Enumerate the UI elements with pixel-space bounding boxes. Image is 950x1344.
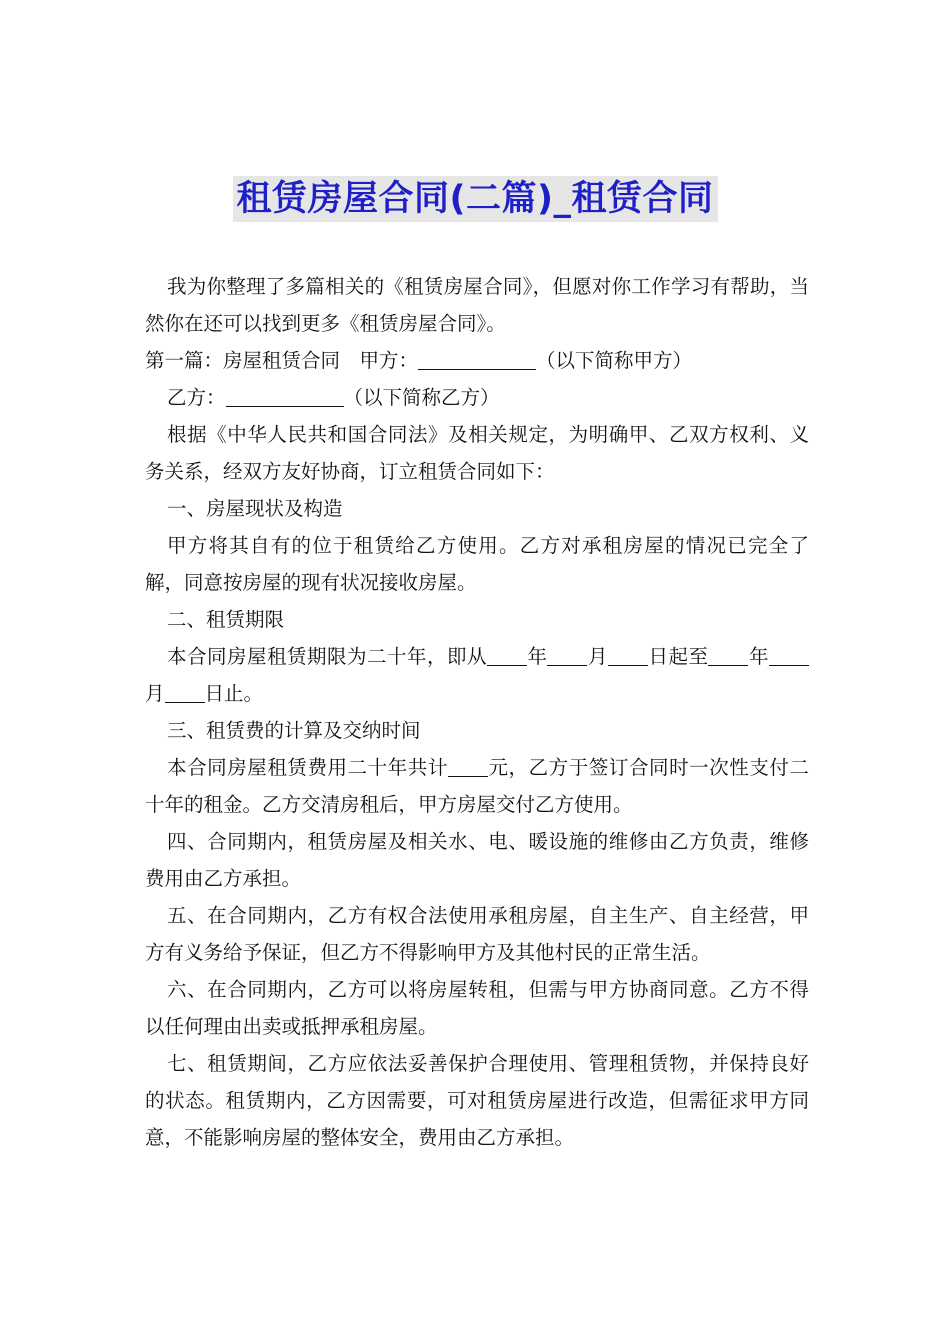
part1-heading: 第一篇：房屋租赁合同 甲方： bbox=[145, 349, 419, 372]
party-b-label: 乙方： bbox=[167, 386, 226, 409]
intro-paragraph: 我为你整理了多篇相关的《租赁房屋合同》，但愿对你工作学习有帮助，当然你在还可以找到更多《租赁房屋合同》。 bbox=[145, 275, 809, 335]
end-month-blank bbox=[769, 645, 809, 666]
end-year-label: 年 bbox=[748, 645, 769, 668]
section-5-text: 五、在合同期内，乙方有权合法使用承租房屋，自主生产、自主经营，甲方有义务给予保证，但乙方不得影响甲方及其他村民的正常生活。 bbox=[145, 904, 809, 964]
party-a-blank bbox=[418, 349, 536, 370]
section-2-lead: 本合同房屋租赁期限为二十年，即从 bbox=[167, 645, 487, 668]
start-month-blank bbox=[547, 645, 587, 666]
section-1-text: 甲方将其自有的位于租赁给乙方使用。乙方对承租房屋的情况已完全了解，同意按房屋的现有状况接收房屋。 bbox=[145, 534, 809, 594]
end-day-blank bbox=[165, 682, 205, 703]
section-3-rest: 元，乙方于签订合同时一次性支付二十年的租金。乙方交清房租后，甲方房屋交付乙方使用。 bbox=[145, 756, 809, 816]
start-year-blank bbox=[487, 645, 527, 666]
section-2-text bbox=[145, 638, 809, 712]
start-day-blank bbox=[608, 645, 648, 666]
end-year-blank bbox=[708, 645, 748, 666]
title-wrapper bbox=[0, 176, 950, 222]
section-3-lead: 本合同房屋租赁费用二十年共计 bbox=[167, 756, 448, 779]
start-year-label: 年 bbox=[526, 645, 548, 668]
document-title: 租赁房屋合同(二篇)_租赁合同 bbox=[233, 176, 718, 222]
rent-amount-blank bbox=[448, 756, 488, 777]
party-a-suffix: （以下简称甲方） bbox=[536, 349, 693, 372]
part1-heading-line bbox=[145, 342, 809, 379]
end-month-label: 月 bbox=[145, 682, 165, 705]
section-4-text: 四、合同期内，租赁房屋及相关水、电、暖设施的维修由乙方负责，维修费用由乙方承担。 bbox=[145, 830, 809, 890]
party-b-suffix: （以下简称乙方） bbox=[343, 386, 500, 409]
section-2-title: 二、租赁期限 bbox=[167, 608, 285, 631]
start-day-label: 日起至 bbox=[647, 645, 709, 668]
section-6-text: 六、在合同期内，乙方可以将房屋转租，但需与甲方协商同意。乙方不得以任何理由出卖或抵押承租房屋。 bbox=[145, 978, 809, 1038]
party-b-line bbox=[145, 379, 809, 416]
document-body bbox=[145, 268, 809, 1156]
end-day-label: 日止。 bbox=[204, 682, 264, 705]
section-7-text: 七、租赁期间，乙方应依法妥善保护合理使用、管理租赁物，并保持良好的状态。租赁期内，乙方因需要，可对租赁房屋进行改造，但需征求甲方同意，不能影响房屋的整体安全，费用由乙方承担。 bbox=[145, 1052, 809, 1149]
basis-paragraph: 根据《中华人民共和国合同法》及相关规定，为明确甲、乙双方权利、义务关系，经双方友好协商，订立租赁合同如下： bbox=[145, 423, 809, 483]
start-month-label: 月 bbox=[587, 645, 608, 668]
section-1-title: 一、房屋现状及构造 bbox=[167, 497, 343, 520]
section-3-title: 三、租赁费的计算及交纳时间 bbox=[167, 719, 421, 742]
section-3-text bbox=[145, 749, 809, 823]
party-b-blank bbox=[226, 386, 344, 407]
